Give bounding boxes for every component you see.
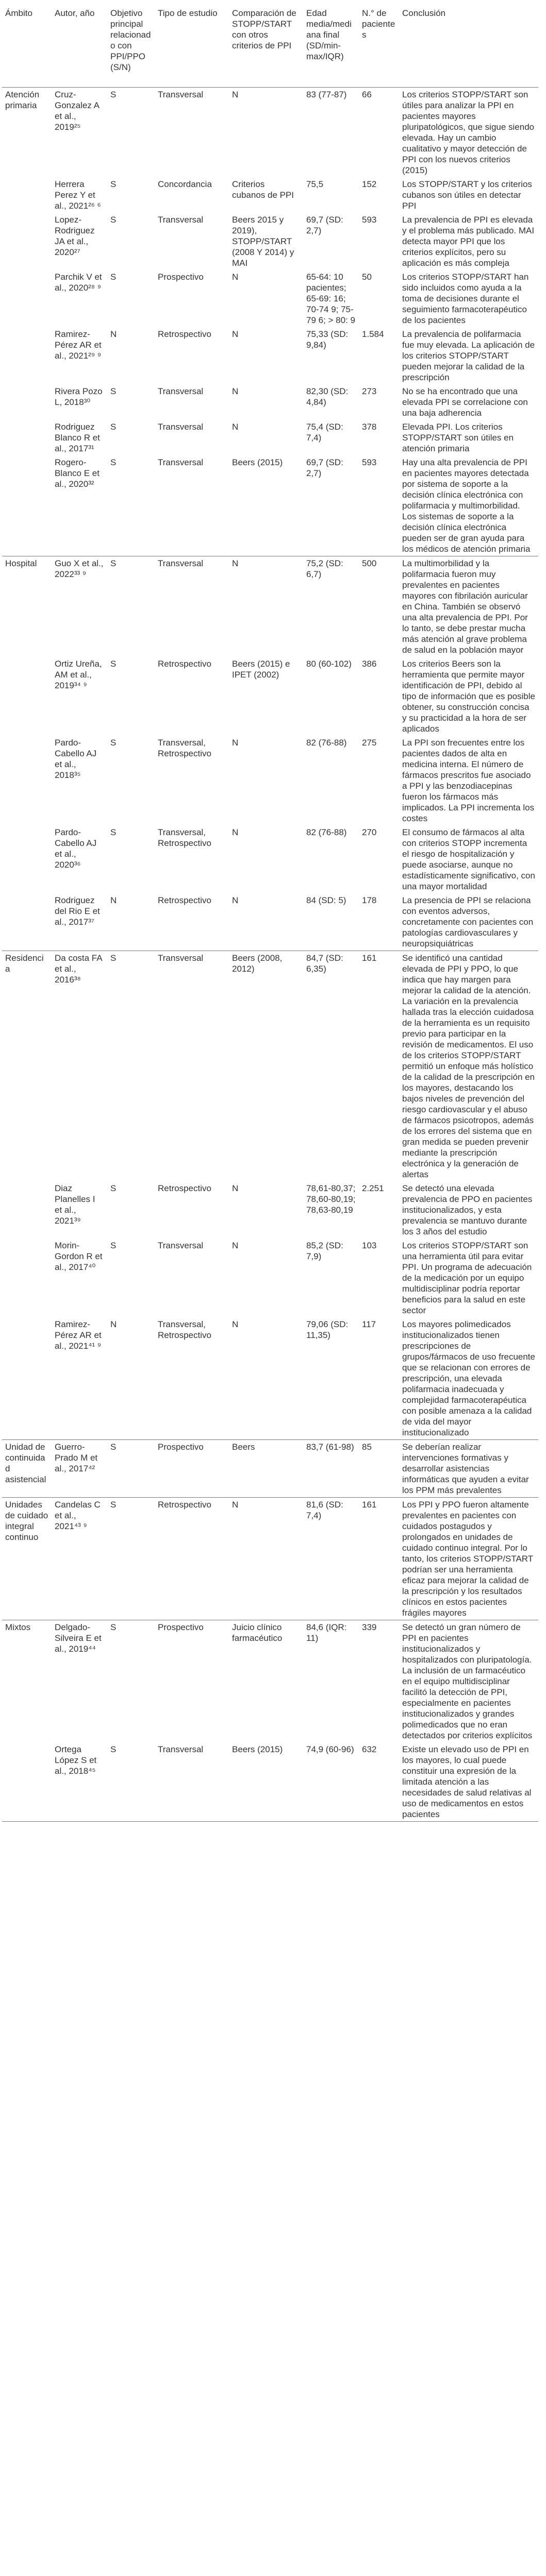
table-bottom-rule	[2, 1821, 538, 1822]
table-row	[2, 1317, 538, 1440]
table-row	[2, 825, 538, 893]
cell-n: 1.584	[362, 329, 384, 339]
cell-n: 339	[359, 1620, 399, 1743]
cell-tipo: Transversal	[155, 556, 229, 657]
cell-ambito	[2, 327, 52, 384]
cell-n: 161	[359, 951, 399, 1182]
cell-edad: 65-64: 10 pacientes; 65-69: 16; 70-74 9; 75-79 6; > 80: 9	[306, 272, 355, 325]
header-ambito: Ámbito	[5, 8, 32, 18]
table-row	[2, 1181, 538, 1239]
cell-ambito	[2, 893, 52, 951]
cell-comparacion: N	[232, 272, 239, 282]
cell-conclusion: Elevada PPI. Los criterios STOPP/START son útiles en atención primaria	[402, 422, 514, 453]
cell-autor: Ramirez-Pérez AR et al., 2021²⁹ ⁹	[55, 329, 102, 361]
header-conclusion: Conclusión	[402, 8, 446, 18]
studies-table	[2, 6, 538, 1821]
table-row	[2, 327, 538, 384]
cell-autor: Ortiz Ureña, AM et al., 2019³⁴ ⁹	[55, 659, 102, 690]
table-row	[2, 1498, 538, 1620]
cell-objetivo: S	[110, 422, 117, 432]
cell-n: 593	[362, 457, 377, 467]
cell-edad: 82 (76-88)	[306, 827, 347, 837]
cell-autor: Ramirez-Pérez AR et al., 2021⁴¹ ⁹	[55, 1319, 102, 1351]
cell-comparacion: Beers	[229, 1440, 303, 1498]
cell-autor: Cruz-Gonzalez A et al., 2019²⁵	[52, 88, 107, 178]
cell-comparacion: N	[232, 895, 239, 905]
cell-tipo: Transversal, Retrospectivo	[158, 1319, 211, 1340]
cell-conclusion: Los criterios STOPP/START han sido incluidos como ayuda a la toma de decisiones durante el seguimiento farmacoterapéutico de los pacientes	[402, 272, 529, 325]
cell-edad: 75,33 (SD: 9,84)	[306, 329, 349, 350]
cell-conclusion: Los criterios STOPP/START son útiles para analizar la PPI en pacientes mayores pluripatológicos, que sigue siendo elevada. Hay un cambio cualitativo y mayor detección de PPI con los nuevos criterios (2015)	[399, 88, 538, 178]
cell-tipo: Transversal, Retrospectivo	[158, 738, 211, 758]
cell-objetivo: S	[107, 1620, 155, 1743]
cell-comparacion: N	[232, 1241, 239, 1250]
header-n: N.° de pacientes	[362, 8, 395, 40]
cell-ambito	[2, 455, 52, 556]
cell-autor: Rodriguez del Rio E et al., 2017³⁷	[55, 895, 100, 927]
cell-tipo: Transversal, Retrospectivo	[158, 827, 211, 848]
cell-comparacion: N	[232, 1183, 239, 1193]
header-objetivo: Objetivo principal relacionado con PPI/PPO (S/N)	[110, 8, 151, 72]
cell-conclusion: Los STOPP/START y los criterios cubanos son útiles en detectar PPI	[402, 179, 532, 211]
cell-objetivo: S	[110, 215, 117, 225]
cell-tipo: Prospectivo	[158, 272, 204, 282]
cell-autor: Rivera Pozo L, 2018³⁰	[55, 386, 103, 407]
cell-comparacion: N	[229, 556, 303, 657]
cell-ambito	[2, 270, 52, 327]
cell-autor: Guerro-Prado M et al., 2017⁴²	[52, 1440, 107, 1498]
cell-n: 275	[362, 738, 377, 748]
cell-objetivo: S	[110, 1241, 117, 1250]
cell-n: 273	[362, 386, 377, 396]
cell-edad: 78,61-80,37; 78,60-80,19; 78,63-80,19	[306, 1183, 356, 1215]
cell-ambito: Mixtos	[2, 1620, 52, 1743]
cell-autor: Pardo-Cabello AJ et al., 2018³⁵	[55, 738, 97, 780]
cell-tipo: Concordancia	[158, 179, 212, 189]
cell-objetivo: S	[107, 1440, 155, 1498]
cell-comparacion: N	[232, 827, 239, 837]
table-row	[2, 455, 538, 556]
cell-objetivo: S	[110, 1183, 117, 1193]
cell-n: 161	[359, 1498, 399, 1620]
cell-tipo: Retrospectivo	[158, 659, 211, 669]
cell-conclusion: No se ha encontrado que una elevada PPI se correlacione con una baja adherencia	[402, 386, 528, 418]
cell-ambito	[2, 1317, 52, 1440]
cell-objetivo: S	[110, 1744, 117, 1754]
cell-edad: 79,06 (SD: 11,35)	[306, 1319, 349, 1340]
table-row	[2, 951, 538, 1182]
cell-conclusion: Los criterios Beers son la herramienta que permite mayor identificación de PPI, debido al tipo de información que es posible obtener, su construcción concisa y su practicidad a la hora de ser aplicados	[402, 659, 535, 734]
cell-comparacion: N	[232, 738, 239, 748]
cell-edad: 75,2 (SD: 6,7)	[303, 556, 359, 657]
cell-ambito	[2, 1181, 52, 1239]
header-edad: Edad media/mediana final (SD/min-max/IQR)	[306, 8, 352, 61]
cell-ambito	[2, 384, 52, 420]
cell-tipo: Retrospectivo	[158, 329, 211, 339]
cell-ambito	[2, 420, 52, 455]
cell-comparacion: N	[232, 329, 239, 339]
table-row	[2, 1620, 538, 1743]
cell-autor: Morin-Gordon R et al., 2017⁴⁰	[55, 1241, 103, 1272]
cell-autor: Ortega López S et al., 2018⁴⁵	[55, 1744, 97, 1776]
cell-n: 66	[359, 88, 399, 178]
cell-objetivo: S	[110, 179, 117, 189]
cell-ambito	[2, 1239, 52, 1317]
cell-autor: Diaz Planelles I et al., 2021³⁹	[55, 1183, 95, 1226]
cell-ambito: Residencia	[2, 951, 52, 1182]
cell-objetivo: S	[110, 827, 117, 837]
cell-n: 117	[362, 1319, 376, 1329]
cell-comparacion: N	[229, 88, 303, 178]
cell-conclusion: La presencia de PPI se relaciona con eventos adversos, concretamente con pacientes con patologías cardiovasculares y neuropsiquiátricas	[402, 895, 534, 948]
cell-conclusion: La prevalencia de polifarmacia fue muy elevada. La aplicación de los criterios STOPP/START pueden mejorar la calidad de la prescripción	[402, 329, 535, 382]
cell-ambito	[2, 1742, 52, 1821]
cell-tipo: Transversal	[155, 951, 229, 1182]
cell-comparacion: Beers (2015)	[232, 457, 283, 467]
cell-objetivo: S	[110, 272, 117, 282]
cell-edad: 74,9 (60-96)	[306, 1744, 354, 1754]
cell-conclusion: Se detectó un gran número de PPI en pacientes institucionalizados y hospitalizados con pluripatología. La inclusión de un farmacéutico en el equipo multidisciplinar facilitó la detección de PPI, especialmente en pacientes institucionalizados y grandes polimedicados que no eran detectados por criterios explícitos	[399, 1620, 538, 1743]
cell-conclusion: La prevalencia de PPI es elevada y el problema más publicado. MAI detecta mayor PPI que los criterios explícitos, pero su aplicación es más compleja	[402, 215, 535, 268]
cell-autor: Candelas C et al., 2021⁴³ ⁹	[52, 1498, 107, 1620]
cell-edad: 85,2 (SD: 7,9)	[306, 1241, 343, 1261]
cell-edad: 84,6 (IQR: 11)	[303, 1620, 359, 1743]
cell-conclusion: La PPI son frecuentes entre los pacientes dados de alta en medicina interna. El número de fármacos prescritos fue asociado a PPI y las benzodiacepinas fueron los fármacos más implicados. La PPI incrementa los costes	[402, 738, 535, 823]
cell-comparacion: Beers 2015 y 2019), STOPP/START (2008 Y 2014) y MAI	[232, 215, 294, 268]
cell-comparacion: Juicio clínico farmacéutico	[229, 1620, 303, 1743]
cell-conclusion: Se detectó una elevada prevalencia de PPO en pacientes institucionalizados, y esta prevalencia se mantuvo durante los 3 años del estudio	[402, 1183, 533, 1236]
cell-n: 378	[362, 422, 377, 432]
cell-comparacion: N	[232, 422, 239, 432]
cell-autor: Rodriguez Blanco R et al., 2017³¹	[55, 422, 100, 453]
cell-conclusion: Hay una alta prevalencia de PPI en pacientes mayores detectada por sistema de soporte a la decisión clínica electrónica con polifarmacia y multimorbilidad. Los sistemas de soporte a la decisión clínica electrónica pueden ser de gran ayuda para los médicos de atención primaria	[402, 457, 531, 554]
cell-comparacion: N	[232, 1319, 239, 1329]
cell-n: 632	[362, 1744, 377, 1754]
cell-n: 386	[362, 659, 377, 669]
cell-conclusion: El consumo de fármacos al alta con criterios STOPP incrementa el riesgo de hospitalización y puede asociarse, aunque no estadísticamente significativo, con una mayor mortalidad	[402, 827, 535, 891]
cell-ambito: Unidades de cuidado integral continuo	[2, 1498, 52, 1620]
cell-n: 103	[362, 1241, 377, 1250]
cell-conclusion: Existe un elevado uso de PPI en los mayores, lo cual puede constituir una expresión de la limitada atención a las necesidades de salud relativas al uso de medicamentos en estos pacientes	[402, 1744, 532, 1819]
cell-comparacion: Beers (2015)	[232, 1744, 283, 1754]
cell-conclusion: Los PPI y PPO fueron altamente prevalentes en pacientes con cuidados postagudos y prolongados en unidades de cuidado continuo integral. Por lo tanto, los criterios STOPP/START podrían ser una herramienta eficaz para mejorar la calidad de la prescripción y los resultados clínicos en estos pacientes frágiles mayores	[399, 1498, 538, 1620]
cell-conclusion: Se deberían realizar intervenciones formativas y desarrollar asistencias informáticas que ayuden a evitar los PPM más prevalentes	[399, 1440, 538, 1498]
cell-tipo: Transversal	[158, 386, 204, 396]
cell-objetivo: S	[107, 1498, 155, 1620]
cell-edad: 75,5	[306, 179, 324, 189]
cell-tipo: Prospectivo	[155, 1620, 229, 1743]
table-row	[2, 88, 538, 178]
cell-edad: 69,7 (SD: 2,7)	[306, 215, 343, 235]
header-comparacion: Comparación de STOPP/START con otros criterios de PPI	[232, 8, 296, 50]
header-autor: Autor, año	[55, 8, 95, 18]
cell-objetivo: S	[107, 556, 155, 657]
table-container	[0, 6, 546, 1822]
cell-ambito	[2, 177, 52, 213]
cell-tipo: Retrospectivo	[155, 1498, 229, 1620]
cell-conclusion: Se identificó una cantidad elevada de PPI y PPO, lo que indica que hay margen para mejorar la calidad de la atención. La variación en la prevalencia hallada tras la elección cuidadosa de la herramienta es un requisito previo para participar en la revisión de medicamentos. El uso de los criterios STOPP/START permitió un enfoque más holístico de la calidad de la prescripción en los mayores, destacando los bajos niveles de prevención del riesgo cardiovascular y el abuso de fármacos psicotropos, además de los errores del sistema que en gran medida se pueden prevenir mediante la prescripción electrónica y la generación de alertas	[399, 951, 538, 1182]
table-row	[2, 177, 538, 213]
table-row	[2, 736, 538, 825]
cell-edad: 83,7 (61-98)	[303, 1440, 359, 1498]
cell-autor: Delgado-Silveira E et al., 2019⁴⁴	[52, 1620, 107, 1743]
cell-ambito	[2, 213, 52, 270]
cell-autor: Herrera Perez Y et al., 2021²⁶ ⁶	[55, 179, 101, 211]
cell-edad: 82,30 (SD: 4,84)	[306, 386, 349, 407]
cell-objetivo: S	[107, 951, 155, 1182]
cell-edad: 69,7 (SD: 2,7)	[306, 457, 343, 478]
cell-edad: 84,7 (SD: 6,35)	[303, 951, 359, 1182]
cell-comparacion: N	[232, 386, 239, 396]
cell-n: 178	[362, 895, 377, 905]
table-row	[2, 657, 538, 736]
cell-ambito: Unidad de continuidad asistencial	[2, 1440, 52, 1498]
cell-tipo: Retrospectivo	[158, 895, 211, 905]
cell-comparacion: N	[229, 1498, 303, 1620]
cell-autor: Parchik V et al., 2020²⁸ ⁹	[55, 272, 102, 293]
cell-autor: Lopez-Rodriguez JA et al., 2020²⁷	[55, 215, 95, 257]
cell-objetivo: N	[110, 329, 117, 339]
cell-comparacion: Criterios cubanos de PPI	[232, 179, 294, 200]
cell-ambito: Hospital	[2, 556, 52, 657]
cell-tipo: Transversal	[158, 215, 204, 225]
cell-n: 270	[362, 827, 377, 837]
cell-ambito: Atención primaria	[2, 88, 52, 178]
table-row	[2, 270, 538, 327]
cell-n: 2.251	[362, 1183, 384, 1193]
cell-edad: 81,6 (SD: 7,4)	[303, 1498, 359, 1620]
cell-objetivo: S	[107, 88, 155, 178]
cell-tipo: Transversal	[158, 1241, 204, 1250]
cell-autor: Rogero-Blanco E et al., 2020³²	[55, 457, 100, 489]
table-row	[2, 1742, 538, 1821]
cell-n: 500	[359, 556, 399, 657]
table-header	[2, 6, 538, 88]
cell-ambito	[2, 825, 52, 893]
cell-n: 593	[362, 215, 377, 225]
cell-objetivo: S	[110, 457, 117, 467]
table-body	[2, 88, 538, 1822]
table-row	[2, 1440, 538, 1498]
table-row	[2, 1239, 538, 1317]
cell-objetivo: S	[110, 659, 117, 669]
cell-comparacion: Beers (2008, 2012)	[229, 951, 303, 1182]
cell-n: 85	[359, 1440, 399, 1498]
cell-objetivo: N	[110, 895, 117, 905]
cell-comparacion: Beers (2015) e IPET (2002)	[232, 659, 290, 680]
cell-tipo: Retrospectivo	[158, 1183, 211, 1193]
cell-conclusion: Los mayores polimedicados institucionalizados tienen prescripciones de grupos/fármacos de uso frecuente que se relacionan con errores de prescripción, una elevada polifarmacia inadecuada y complejidad farmacoterapéutica con posible amenaza a la calidad de vida del mayor institucionalizado	[402, 1319, 535, 1437]
table-row	[2, 213, 538, 270]
cell-ambito	[2, 657, 52, 736]
cell-tipo: Transversal	[158, 1744, 204, 1754]
cell-tipo: Transversal	[158, 457, 204, 467]
cell-n: 50	[362, 272, 372, 282]
cell-autor: Pardo-Cabello AJ et al., 2020³⁶	[55, 827, 97, 870]
cell-conclusion: Los criterios STOPP/START son una herramienta útil para evitar PPI. Un programa de adecuación de la medicación por un equipo multidisciplinar podría reportar beneficios para la salud en este sector	[402, 1241, 532, 1315]
cell-objetivo: N	[110, 1319, 117, 1329]
cell-conclusion: La multimorbilidad y la polifarmacia fueron muy prevalentes en pacientes mayores con fibrilación auricular en China. También se observó una alta prevalencia de PPI. Por lo tanto, se debe prestar mucha más atención al grave problema de salud en la población mayor	[399, 556, 538, 657]
table-row	[2, 556, 538, 657]
cell-autor: Da costa FA et al., 2016³⁸	[52, 951, 107, 1182]
cell-tipo: Transversal	[155, 88, 229, 178]
cell-tipo: Transversal	[158, 422, 204, 432]
cell-edad: 82 (76-88)	[306, 738, 347, 748]
cell-edad: 83 (77-87)	[303, 88, 359, 178]
cell-n: 152	[362, 179, 377, 189]
table-row	[2, 420, 538, 455]
cell-objetivo: S	[110, 386, 117, 396]
cell-objetivo: S	[110, 738, 117, 748]
cell-edad: 80 (60-102)	[306, 659, 352, 669]
table-row	[2, 384, 538, 420]
cell-autor: Guo X et al., 2022³³ ⁹	[52, 556, 107, 657]
cell-edad: 84 (SD: 5)	[306, 895, 346, 905]
cell-ambito	[2, 736, 52, 825]
cell-tipo: Prospectivo	[155, 1440, 229, 1498]
table-row	[2, 893, 538, 951]
cell-edad: 75,4 (SD: 7,4)	[306, 422, 343, 443]
header-row	[2, 6, 538, 88]
header-tipo: Tipo de estudio	[158, 8, 218, 18]
